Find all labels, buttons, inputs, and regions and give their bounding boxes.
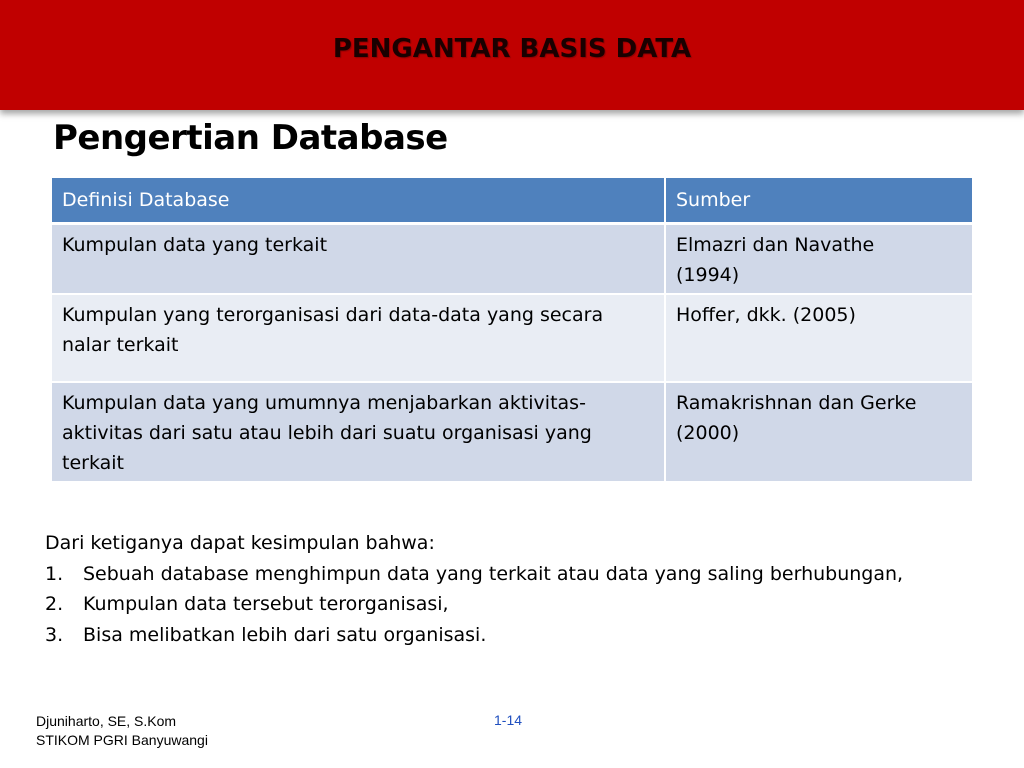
column-header-source: Sumber	[665, 178, 972, 224]
column-header-definition: Definisi Database	[52, 178, 665, 224]
list-item-number: 3.	[45, 623, 64, 646]
footer-institution: STIKOM PGRI Banyuwangi	[36, 732, 208, 748]
table-row	[52, 294, 972, 382]
source-text-line: (2000)	[676, 422, 740, 444]
footer-credits	[36, 712, 208, 750]
table-row	[52, 382, 972, 482]
list-item-number: 1.	[45, 562, 64, 585]
definition-cell	[52, 294, 665, 382]
slide-title: Pengertian Database	[53, 118, 448, 158]
source-cell	[665, 382, 972, 482]
source-cell	[665, 294, 972, 382]
footer-author: Djuniharto, SE, S.Kom	[36, 713, 177, 729]
definition-text-line: aktivitas dari satu atau lebih dari suatu organisasi yang	[62, 422, 592, 444]
definition-text-line: Kumpulan yang terorganisasi dari data-data yang secara	[62, 304, 604, 326]
list-item	[45, 620, 903, 651]
conclusion-list	[45, 559, 903, 651]
definition-table	[52, 178, 972, 483]
slide-header-bar	[0, 0, 1024, 110]
definition-text-line: Kumpulan data yang umumnya menjabarkan aktivitas-	[62, 392, 586, 414]
conclusion-block	[45, 528, 903, 650]
header-title: PENGANTAR BASIS DATA	[332, 34, 692, 64]
list-item-text: Sebuah database menghimpun data yang terkait atau data yang saling berhubungan,	[83, 562, 904, 585]
list-item	[45, 589, 903, 620]
source-text-line: Elmazri dan Navathe	[676, 234, 875, 256]
list-item-text: Bisa melibatkan lebih dari satu organisasi.	[83, 623, 487, 646]
definition-text: Kumpulan data yang terkait	[62, 234, 328, 256]
list-item	[45, 559, 903, 590]
page-number: 1-14	[494, 712, 523, 728]
list-item-text: Kumpulan data tersebut terorganisasi,	[83, 593, 449, 615]
source-cell	[665, 224, 972, 295]
definition-text-line: terkait	[62, 452, 124, 474]
conclusion-intro: Dari ketiganya dapat kesimpulan bahwa:	[45, 532, 435, 554]
table-header-row	[52, 178, 972, 224]
source-text-line: (1994)	[676, 264, 740, 286]
list-item-number: 2.	[45, 593, 64, 615]
definition-cell	[52, 382, 665, 482]
source-text: Hoffer, dkk. (2005)	[676, 304, 856, 326]
source-text-line: Ramakrishnan dan Gerke	[676, 392, 917, 414]
definition-text-line: nalar terkait	[62, 334, 179, 356]
definition-cell	[52, 224, 665, 295]
table-row	[52, 224, 972, 295]
